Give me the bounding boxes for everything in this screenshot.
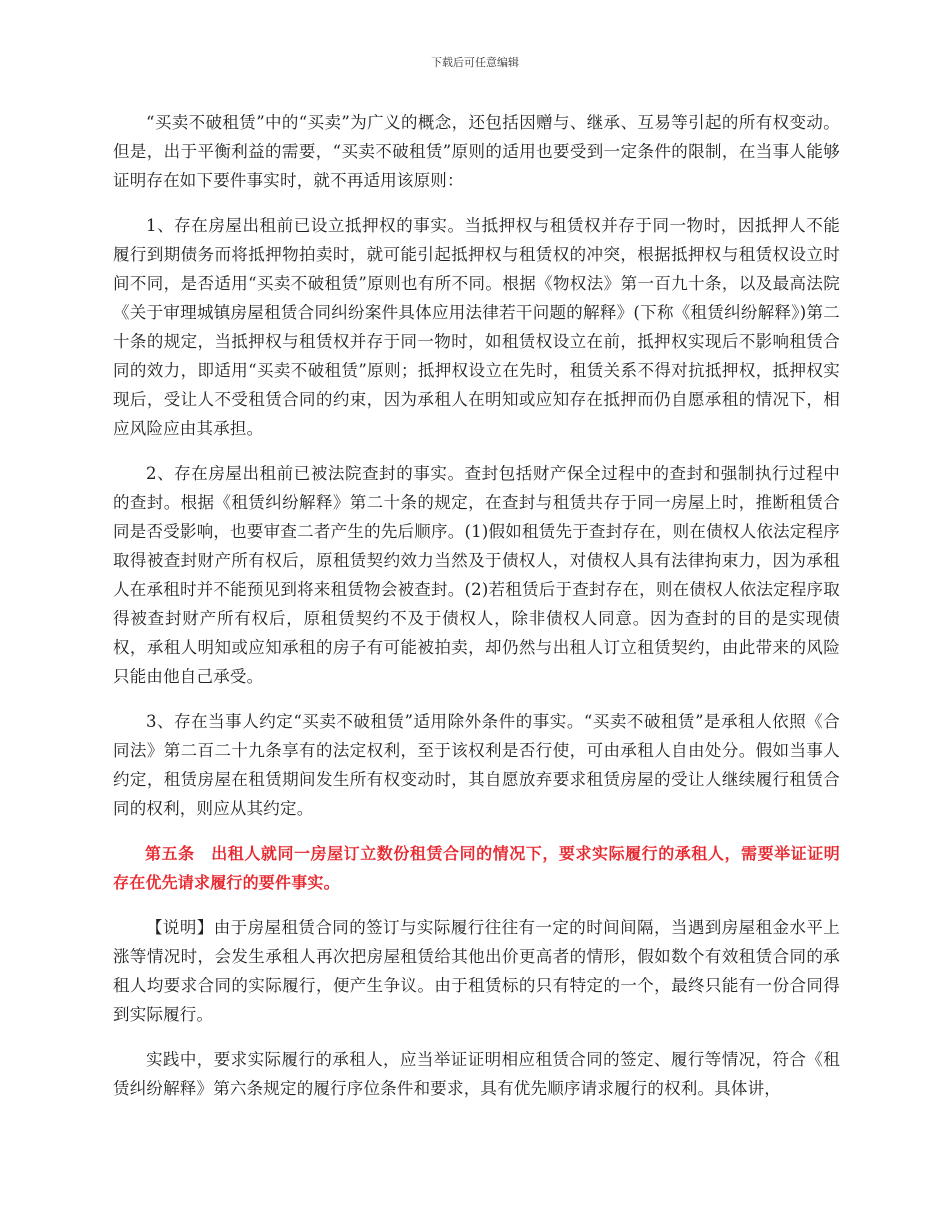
paragraph-item-2: 2、存在房屋出租前已被法院查封的事实。查封包括财产保全过程中的查封和强制执行过程中的查封。根据《租赁纠纷解释》第二十条的规定，在查封与租赁共存于同一房屋上时，推断租赁合同是否受影响，也要审查二者产生的先后顺序。(1)假如租赁先于查封存在，则在债权人依法定程序取得被查封财产所有权后，原租赁契约效力当然及于债权人，对债权人具有法律拘束力，因为承租人在承租时并不能预见到将来租赁物会被查封。(2)若租赁后于查封存在，则在债权人依法定程序取得被查封财产所有权后，原租赁契约不及于债权人，除非债权人同意。因为查封的目的是实现债权，承租人明知或应知承租的房子有可能被拍卖，却仍然与出租人订立租赁契约，由此带来的风险只能由他自己承受。 (113, 464, 840, 686)
paragraph-item-1: 1、存在房屋出租前已设立抵押权的事实。当抵押权与租赁权并存于同一物时，因抵押人不能履行到期债务而将抵押物拍卖时，就可能引起抵押权与租赁权的冲突，根据抵押权与租赁权设立时间不同，是否适用“买卖不破租赁”原则也有所不同。根据《物权法》第一百九十条，以及最高法院《关于审理城镇房屋租赁合同纠纷案件具体应用法律若干问题的解释》(下称《租赁纠纷解释》)第二十条的规定，当抵押权与租赁权并存于同一物时，如租赁权设立在前，抵押权实现后不影响租赁合同的效力，即适用“买卖不破租赁”原则；抵押权设立在先时，租赁关系不得对抗抵押权，抵押权实现后，受让人不受租赁合同的约束，因为承租人在明知或应知存在抵押而仍自愿承租的情况下，相应风险应由其承担。 (113, 216, 840, 438)
paragraph-explanation: 【说明】由于房屋租赁合同的签订与实际履行往往有一定的时间间隔，当遇到房屋租金水平上涨等情况时，会发生承租人再次把房屋租赁给其他出价更高者的情形，假如数个有效租赁合同的承租人均要求合同的实际履行，便产生争议。由于租赁标的只有特定的一个，最终只能有一份合同得到实际履行。 (113, 918, 840, 1024)
paragraph-practice: 实践中，要求实际履行的承租人，应当举证证明相应租赁合同的签定、履行等情况，符合《租赁纠纷解释》第六条规定的履行序位条件和要求，具有优先顺序请求履行的权利。具体讲， (113, 1050, 840, 1098)
document-body (113, 108, 840, 1119)
page-header: 下载后可任意编辑 (431, 56, 519, 69)
article-heading: 第五条 出租人就同一房屋订立数份租赁合同的情况下，要求实际履行的承租人，需要举证证明存在优先请求履行的要件事实。 (113, 844, 840, 892)
paragraph-item-3: 3、存在当事人约定“买卖不破租赁”适用除外条件的事实。“买卖不破租赁”是承租人依照《合同法》第二百二十九条享有的法定权利，至于该权利是否行使，可由承租人自由处分。假如当事人约定，租赁房屋在租赁期间发生所有权变动时，其自愿放弃要求租赁房屋的受让人继续履行租赁合同的权利，则应从其约定。 (113, 712, 840, 818)
paragraph-intro: “买卖不破租赁”中的“买卖”为广义的概念，还包括因赠与、继承、互易等引起的所有权变动。但是，出于平衡利益的需要，“买卖不破租赁”原则的适用也要受到一定条件的限制，在当事人能够证明存在如下要件事实时，就不再适用该原则： (113, 113, 840, 190)
